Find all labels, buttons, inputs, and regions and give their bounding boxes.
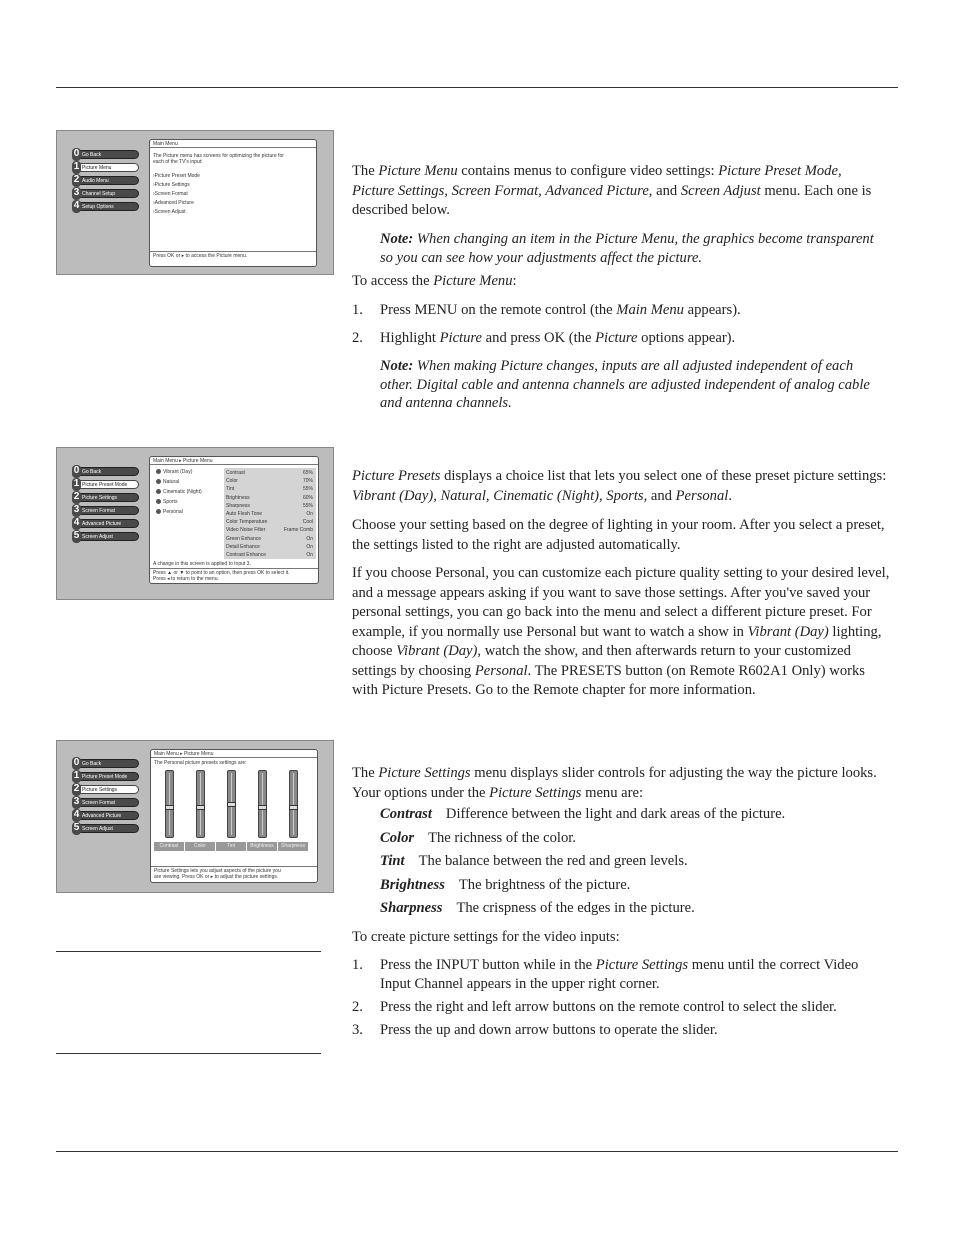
menu-label: Screen Adjust bbox=[82, 826, 113, 832]
slider-knob[interactable] bbox=[196, 805, 205, 810]
setting-name: Brightness bbox=[226, 494, 250, 501]
top-rule bbox=[56, 87, 898, 88]
menu-label: Picture Settings bbox=[82, 495, 118, 501]
term-name: Tint bbox=[380, 853, 405, 869]
radio-icon bbox=[156, 499, 161, 504]
pane-header: Main Menu bbox=[150, 140, 316, 148]
setting-name: Color Temperature bbox=[226, 519, 268, 526]
setting-value: 70% bbox=[302, 478, 313, 485]
pane-item: ›Screen Format bbox=[153, 191, 188, 197]
menu-label: Picture Preset Mode bbox=[82, 482, 128, 488]
setting-name: Contrast Enhance bbox=[226, 552, 267, 558]
radio-icon bbox=[156, 509, 161, 514]
slider-knob[interactable] bbox=[289, 805, 298, 810]
term-name: Color bbox=[380, 829, 415, 846]
setting-value: On bbox=[306, 535, 313, 542]
menu-label: Go Back bbox=[82, 469, 102, 475]
picture-menu-intro: The Picture Menu contains menus to configure video settings: Picture Preset Mode, Picture Settings, Screen Format, Advanced Picture, and Screen Adjust menu. Each one is described below. bbox=[352, 163, 872, 218]
setting-row bbox=[226, 518, 313, 526]
menu-button[interactable] bbox=[72, 176, 139, 185]
setting-name: Detail Enhance bbox=[226, 543, 260, 550]
setting-name: Color bbox=[226, 478, 238, 485]
preset-option[interactable] bbox=[156, 499, 177, 505]
setting-value: On bbox=[306, 511, 313, 517]
menu-number: 3 bbox=[73, 187, 80, 198]
setting-value: Frame Comb bbox=[283, 527, 313, 534]
menu-button[interactable] bbox=[72, 467, 139, 476]
setting-row bbox=[226, 551, 313, 559]
menu-number: 3 bbox=[73, 796, 80, 807]
menu-button[interactable] bbox=[72, 772, 139, 781]
sidebar-rule-top bbox=[56, 951, 321, 952]
setting-row bbox=[226, 485, 313, 493]
setting-name: Sharpness bbox=[226, 502, 250, 509]
footer-line: Press ◂ to return to the menu. bbox=[153, 576, 219, 582]
menu-button[interactable] bbox=[72, 532, 139, 541]
setting-row bbox=[226, 543, 313, 551]
preset-option[interactable] bbox=[156, 479, 179, 485]
slider-knob[interactable] bbox=[258, 805, 267, 810]
setting-row bbox=[226, 469, 313, 477]
setting-value: Cool bbox=[302, 519, 313, 526]
menu-button[interactable] bbox=[72, 163, 139, 172]
preset-option[interactable] bbox=[156, 469, 192, 475]
menu-button[interactable] bbox=[72, 759, 139, 768]
setting-name: Auto Flesh Tone bbox=[226, 511, 263, 517]
pane-footer: Press OK or ▸ to access the Picture menu. bbox=[150, 251, 316, 267]
menu-label: Picture Preset Mode bbox=[82, 774, 128, 780]
slider-knob[interactable] bbox=[165, 805, 174, 810]
menu-label: Picture Menu bbox=[82, 165, 112, 171]
slider-tint[interactable] bbox=[227, 770, 236, 838]
menu-button[interactable] bbox=[72, 785, 139, 794]
menu-number: 1 bbox=[73, 478, 80, 489]
setting-row bbox=[226, 535, 313, 543]
menu-label: Screen Adjust bbox=[82, 534, 113, 540]
menu-number: 2 bbox=[73, 491, 80, 502]
menu-button[interactable] bbox=[72, 506, 139, 515]
term-tint bbox=[380, 852, 688, 871]
pane-item: ›Picture Preset Mode bbox=[153, 173, 200, 179]
menu-button[interactable] bbox=[72, 519, 139, 528]
menu-button[interactable] bbox=[72, 189, 139, 198]
preset-label: Sports bbox=[163, 499, 178, 505]
preset-label: Personal bbox=[163, 509, 183, 515]
menu-button[interactable] bbox=[72, 798, 139, 807]
pane-intro: The Picture menu has screens for optimizing the picture for bbox=[153, 153, 284, 159]
menu-number: 0 bbox=[73, 148, 80, 159]
menu-label: Audio Menu bbox=[82, 178, 109, 184]
menu-label: Go Back bbox=[82, 761, 102, 767]
footer-line: Picture Settings lets you adjust aspects of the picture you bbox=[154, 868, 281, 874]
slider-label: Brightness bbox=[247, 842, 277, 851]
input-independence-note: Note: When making Picture changes, inputs are all adjusted independent of each other. Digital cable and antenna channels are adjusted independent of analog cable and antenna channels. bbox=[380, 358, 870, 411]
pane-item: ›Picture Settings bbox=[153, 182, 190, 188]
main-menu-screenshot bbox=[56, 130, 334, 275]
menu-button[interactable] bbox=[72, 493, 139, 502]
term-description: The crispness of the edges in the picture. bbox=[456, 900, 695, 916]
setting-value: 60% bbox=[302, 494, 313, 501]
setting-name: Green Enhance bbox=[226, 535, 262, 542]
menu-button[interactable] bbox=[72, 202, 139, 211]
menu-label: Channel Setup bbox=[82, 191, 116, 197]
setting-value: 55% bbox=[302, 486, 313, 493]
term-brightness bbox=[380, 876, 630, 895]
preset-label: Vibrant (Day) bbox=[163, 469, 193, 475]
pane-item: ›Screen Adjust bbox=[153, 209, 186, 215]
term-name: Contrast bbox=[380, 806, 432, 822]
term-description: The richness of the color. bbox=[428, 829, 576, 846]
settings-list bbox=[224, 468, 316, 559]
menu-label: Picture Settings bbox=[82, 787, 118, 793]
choose-setting-paragraph: Choose your setting based on the degree of lighting in your room. After you select a preset, the settings listed to the right are adjusted automatically. bbox=[352, 517, 885, 553]
menu-label: Advanced Picture bbox=[82, 813, 122, 819]
menu-button[interactable] bbox=[72, 824, 139, 833]
setting-name: Video Noise Filter bbox=[226, 527, 266, 534]
picture-settings-intro: The Picture Settings menu displays slider controls for adjusting the way the picture looks. Your options under the Picture Settings menu are: bbox=[352, 765, 877, 801]
input-note: A change in this screen is applied to Input 3. bbox=[153, 561, 251, 567]
menu-label: Advanced Picture bbox=[82, 521, 122, 527]
pane-footer bbox=[151, 866, 317, 883]
create-settings-instruction: To create picture settings for the video inputs: bbox=[352, 929, 620, 945]
pane-item: ›Advanced Picture bbox=[153, 200, 194, 206]
menu-button[interactable] bbox=[72, 480, 139, 489]
setting-row bbox=[226, 526, 313, 534]
sidebar-rule-bottom bbox=[56, 1053, 321, 1054]
setting-value: On bbox=[306, 552, 313, 558]
slider-label: Sharpness bbox=[278, 842, 308, 851]
term-name: Sharpness bbox=[380, 900, 443, 916]
slider-label: Color bbox=[185, 842, 215, 851]
setting-value: 65% bbox=[302, 470, 313, 476]
menu-number: 2 bbox=[73, 174, 80, 185]
main-menu-pane bbox=[149, 139, 317, 267]
setting-row bbox=[226, 510, 313, 518]
picture-presets-intro: Picture Presets displays a choice list that lets you select one of these preset picture settings: Vibrant (Day), Natural, Cinematic (Night), Sports, and Personal. bbox=[352, 468, 887, 504]
access-instruction: To access the Picture Menu: bbox=[352, 273, 517, 289]
picture-settings-screenshot bbox=[56, 740, 334, 893]
slider-knob[interactable] bbox=[227, 802, 236, 807]
setting-row bbox=[226, 494, 313, 502]
menu-label: Setup Options bbox=[82, 204, 114, 210]
menu-number: 1 bbox=[73, 770, 80, 781]
term-description: The balance between the red and green levels. bbox=[418, 853, 688, 869]
menu-number: 4 bbox=[73, 200, 80, 211]
footer-line: are viewing. Press OK or ▸ to adjust the picture settings. bbox=[154, 874, 279, 880]
menu-number: 4 bbox=[73, 517, 80, 528]
slider-label: Contrast bbox=[154, 842, 184, 851]
term-description: Difference between the light and dark areas of the picture. bbox=[445, 806, 786, 822]
menu-number: 0 bbox=[73, 757, 80, 768]
bottom-rule bbox=[56, 1151, 898, 1152]
slider-label: Tint bbox=[216, 842, 246, 851]
term-sharpness bbox=[380, 899, 695, 918]
picture-presets-pane bbox=[149, 456, 319, 584]
footer-line: Press ▲ or ▼ to point to an option, then press OK to select it. bbox=[153, 570, 290, 576]
term-contrast bbox=[380, 805, 785, 824]
menu-number: 5 bbox=[73, 822, 80, 833]
term-description: The brightness of the picture. bbox=[458, 876, 631, 893]
menu-number: 4 bbox=[73, 809, 80, 820]
pane-header: Main Menu ▸ Picture Menu bbox=[150, 457, 318, 465]
term-color bbox=[380, 829, 576, 848]
radio-icon bbox=[156, 469, 161, 474]
menu-number: 5 bbox=[73, 530, 80, 541]
setting-name: Tint bbox=[226, 486, 235, 493]
menu-button[interactable] bbox=[72, 150, 139, 159]
personal-paragraph: If you choose Personal, you can customize each picture quality setting to your desired level, and a message appears asking if you want to save those settings. After you've saved your personal settings, you can go back into the menu and select a different picture preset. For example, if you normally use Personal but want to watch a show in Vibrant (Day) lighting, choose Vibrant (Day), watch the show, and then afterwards return to your customized settings by choosing Personal. The PRESETS button (on Remote R602A1 Only) works with Picture Presets. Go to the Remote chapter for more information. bbox=[352, 565, 890, 698]
pane-intro: The Personal picture presets settings are: bbox=[154, 760, 247, 766]
menu-label: Go Back bbox=[82, 152, 102, 158]
preset-label: Cinematic (Night) bbox=[163, 489, 202, 495]
setting-row bbox=[226, 477, 313, 485]
picture-presets-screenshot bbox=[56, 447, 334, 600]
menu-label: Screen Format bbox=[82, 508, 116, 514]
transparency-note: Note: When changing an item in the Picture Menu, the graphics become transparent so you can see how your adjustments affect the picture. bbox=[380, 231, 874, 266]
menu-number: 3 bbox=[73, 504, 80, 515]
menu-button[interactable] bbox=[72, 811, 139, 820]
slider-contrast[interactable] bbox=[165, 770, 174, 838]
preset-option[interactable] bbox=[156, 489, 202, 495]
slider-brightness[interactable] bbox=[258, 770, 267, 838]
picture-settings-pane bbox=[150, 749, 318, 883]
radio-icon bbox=[156, 489, 161, 494]
pane-header: Main Menu ▸ Picture Menu bbox=[151, 750, 317, 758]
menu-label: Screen Format bbox=[82, 800, 116, 806]
menu-number: 1 bbox=[73, 161, 80, 172]
setting-name: Contrast bbox=[226, 470, 245, 476]
slider-color[interactable] bbox=[196, 770, 205, 838]
slider-sharpness[interactable] bbox=[289, 770, 298, 838]
pane-footer bbox=[150, 568, 318, 584]
setting-value: On bbox=[306, 543, 313, 550]
term-name: Brightness bbox=[380, 876, 445, 893]
radio-icon bbox=[156, 479, 161, 484]
preset-option[interactable] bbox=[156, 509, 183, 515]
menu-number: 2 bbox=[73, 783, 80, 794]
preset-label: Natural bbox=[163, 479, 180, 485]
setting-value: 55% bbox=[302, 502, 313, 509]
pane-intro: each of the TV's input: bbox=[153, 159, 203, 165]
setting-row bbox=[226, 502, 313, 510]
menu-number: 0 bbox=[73, 465, 80, 476]
